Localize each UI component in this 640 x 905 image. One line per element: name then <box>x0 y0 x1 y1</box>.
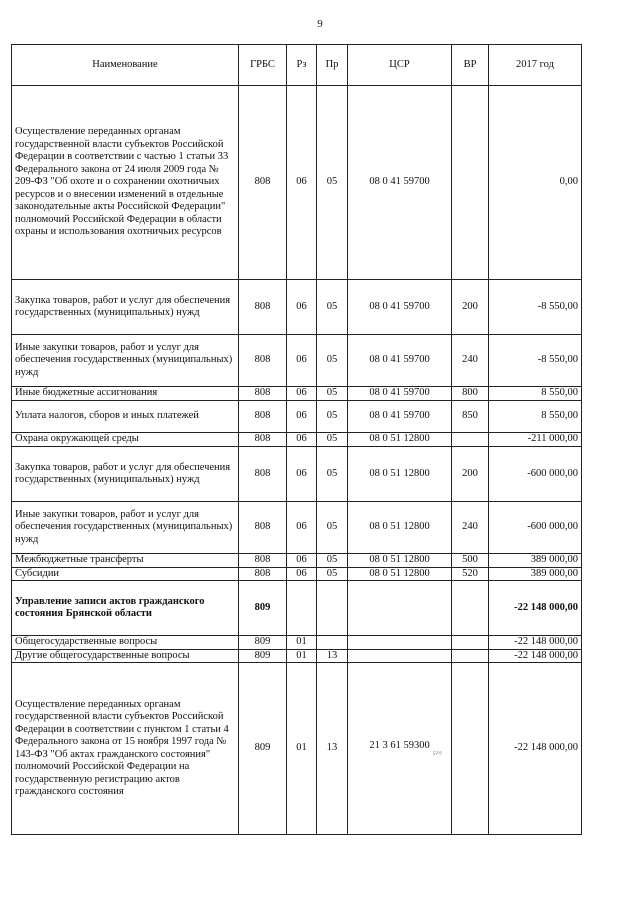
row-vr <box>452 636 489 650</box>
table-row <box>12 649 582 663</box>
row-csr: 08 0 51 12800 <box>348 433 452 447</box>
row-grbs: 808 <box>239 335 287 387</box>
row-pr: 05 <box>317 86 348 280</box>
row-amount: 8 550,00 <box>489 387 582 401</box>
row-csr <box>348 663 452 835</box>
header-amount: 2017 год <box>489 45 582 86</box>
row-csr <box>348 649 452 663</box>
row-rz: 06 <box>287 280 317 335</box>
row-amount: -22 148 000,00 <box>489 636 582 650</box>
header-pr: Пр <box>317 45 348 86</box>
row-vr: 850 <box>452 401 489 433</box>
row-rz: 01 <box>287 636 317 650</box>
row-vr: 500 <box>452 554 489 568</box>
row-vr <box>452 86 489 280</box>
row-pr: 05 <box>317 554 348 568</box>
row-grbs: 808 <box>239 567 287 581</box>
row-vr <box>452 649 489 663</box>
row-rz: 06 <box>287 567 317 581</box>
row-csr: 08 0 51 12800 <box>348 554 452 568</box>
row-name: Управление записи актов гражданского состояния Брянской области <box>12 581 239 636</box>
table-row <box>12 567 582 581</box>
table-row <box>12 502 582 554</box>
header-csr: ЦСР <box>348 45 452 86</box>
row-csr: 08 0 51 12800 <box>348 567 452 581</box>
row-pr <box>317 636 348 650</box>
row-pr: 05 <box>317 280 348 335</box>
table-row <box>12 280 582 335</box>
row-vr: 520 <box>452 567 489 581</box>
table-row <box>12 86 582 280</box>
row-amount: -600 000,00 <box>489 502 582 554</box>
row-csr: 08 0 51 12800 <box>348 502 452 554</box>
header-vr: ВР <box>452 45 489 86</box>
row-grbs: 808 <box>239 433 287 447</box>
row-csr: 08 0 51 12800 <box>348 447 452 502</box>
table-row <box>12 663 582 835</box>
header-name: Наименование <box>12 45 239 86</box>
row-rz: 06 <box>287 387 317 401</box>
row-name: Закупка товаров, работ и услуг для обеспечения государственных (муниципальных) нужд <box>12 280 239 335</box>
row-csr <box>348 581 452 636</box>
row-pr: 05 <box>317 433 348 447</box>
row-csr: 08 0 41 59700 <box>348 335 452 387</box>
row-vr <box>452 433 489 447</box>
row-amount: -8 550,00 <box>489 280 582 335</box>
row-name: Охрана окружающей среды <box>12 433 239 447</box>
row-pr: 05 <box>317 502 348 554</box>
row-rz: 01 <box>287 663 317 835</box>
row-grbs: 808 <box>239 401 287 433</box>
header-grbs: ГРБС <box>239 45 287 86</box>
row-grbs: 809 <box>239 581 287 636</box>
row-grbs: 808 <box>239 447 287 502</box>
row-rz <box>287 581 317 636</box>
table-row <box>12 581 582 636</box>
row-name: Осуществление переданных органам государственной власти субъектов Российской Федерации в соответствии с пунктом 1 статьи 4 Федерального закона от 15 ноября 1997 года № 143-ФЗ "Об актах гражданского состояния" полномочий Российской Федерации на государственную регистрацию актов гражданского состояния <box>12 663 239 835</box>
header-rz: Рз <box>287 45 317 86</box>
row-pr: 05 <box>317 401 348 433</box>
table-row <box>12 387 582 401</box>
row-pr <box>317 581 348 636</box>
row-vr: 200 <box>452 447 489 502</box>
budget-table <box>11 44 582 835</box>
row-name: Иные закупки товаров, работ и услуг для обеспечения государственных (муниципальных) нужд <box>12 502 239 554</box>
row-csr <box>348 636 452 650</box>
row-grbs: 809 <box>239 649 287 663</box>
row-pr: 13 <box>317 649 348 663</box>
row-vr <box>452 581 489 636</box>
table-header-row <box>12 45 582 86</box>
row-amount: -211 000,00 <box>489 433 582 447</box>
row-amount: -22 148 000,00 <box>489 581 582 636</box>
table-row <box>12 401 582 433</box>
row-csr-value: 21 3 61 59300 <box>369 739 430 751</box>
row-name: Иные закупки товаров, работ и услуг для обеспечения государственных (муниципальных) нужд <box>12 335 239 387</box>
row-vr: 800 <box>452 387 489 401</box>
row-name: Общегосударственные вопросы <box>12 636 239 650</box>
row-name: Закупка товаров, работ и услуг для обеспечения государственных (муниципальных) нужд <box>12 447 239 502</box>
row-grbs: 808 <box>239 280 287 335</box>
row-csr: 08 0 41 59700 <box>348 86 452 280</box>
row-grbs: 809 <box>239 663 287 835</box>
row-rz: 06 <box>287 447 317 502</box>
row-pr: 05 <box>317 567 348 581</box>
row-amount: 8 550,00 <box>489 401 582 433</box>
table-row <box>12 433 582 447</box>
row-amount: 0,00 <box>489 86 582 280</box>
row-pr: 05 <box>317 447 348 502</box>
page-number: 9 <box>317 18 323 30</box>
row-vr: 240 <box>452 335 489 387</box>
row-amount: -22 148 000,00 <box>489 663 582 835</box>
row-grbs: 808 <box>239 554 287 568</box>
row-amount: 389 000,00 <box>489 554 582 568</box>
table-row <box>12 335 582 387</box>
row-grbs: 808 <box>239 86 287 280</box>
row-rz: 06 <box>287 335 317 387</box>
row-rz: 06 <box>287 86 317 280</box>
row-name: Субсидии <box>12 567 239 581</box>
table-row <box>12 636 582 650</box>
row-pr: 13 <box>317 663 348 835</box>
table-row <box>12 447 582 502</box>
row-grbs: 809 <box>239 636 287 650</box>
row-name: Иные бюджетные ассигнования <box>12 387 239 401</box>
row-name: Уплата налогов, сборов и иных платежей <box>12 401 239 433</box>
row-rz: 06 <box>287 401 317 433</box>
row-rz: 06 <box>287 554 317 568</box>
row-csr: 08 0 41 59700 <box>348 387 452 401</box>
row-rz: 06 <box>287 502 317 554</box>
row-name: Осуществление переданных органам государственной власти субъектов Российской Федерации в соответствии с частью 1 статьи 33 Федерального закона от 24 июля 2009 года № 209-ФЗ "Об охоте и о сохранении охотничьих ресурсов и о внесении изменений в отдельные законодательные акты Российской Федерации" полномочий Российской Федерации в области охраны и использования охотничьих ресурсов <box>12 86 239 280</box>
row-rz: 01 <box>287 649 317 663</box>
row-amount: -600 000,00 <box>489 447 582 502</box>
row-vr <box>452 663 489 835</box>
row-pr: 05 <box>317 387 348 401</box>
row-csr: 08 0 41 59700 <box>348 401 452 433</box>
row-vr: 200 <box>452 280 489 335</box>
row-grbs: 808 <box>239 387 287 401</box>
row-grbs: 808 <box>239 502 287 554</box>
row-amount: -8 550,00 <box>489 335 582 387</box>
stamp-mark: 5??? <box>432 752 442 758</box>
row-vr: 240 <box>452 502 489 554</box>
row-name: Межбюджетные трансферты <box>12 554 239 568</box>
row-amount: -22 148 000,00 <box>489 649 582 663</box>
row-amount: 389 000,00 <box>489 567 582 581</box>
row-csr: 08 0 41 59700 <box>348 280 452 335</box>
row-rz: 06 <box>287 433 317 447</box>
row-pr: 05 <box>317 335 348 387</box>
row-name: Другие общегосударственные вопросы <box>12 649 239 663</box>
table-row <box>12 554 582 568</box>
